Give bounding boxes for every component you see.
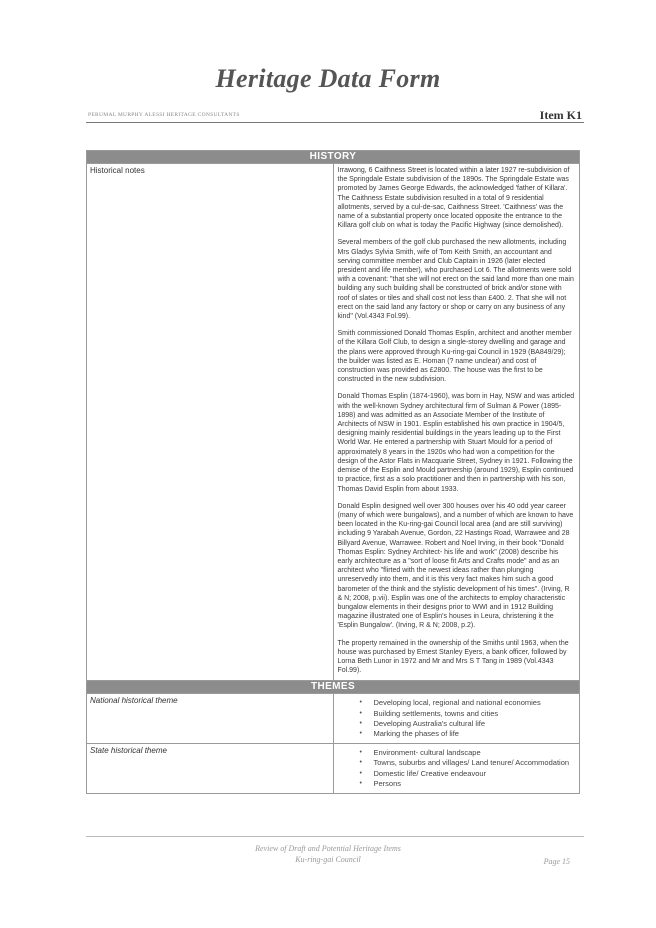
bullet-icon: •: [359, 699, 362, 707]
theme-text: Domestic life/ Creative endeavour: [373, 768, 487, 778]
theme-text: Towns, suburbs and villages/ Land tenure/ Accommodation: [373, 758, 570, 768]
history-paragraph: Donald Esplin designed well over 300 houses over his 40 odd year career (many of which were bungalows), and a number of which are known to have been located in the Ku-ring-gai Council local area (and are still surviving) including 9 Yarabah Avenue, Gordon, 22 Hastings Road, Warrawee and 28 Billyard Avenue, Warrawee. Robert and Noel Irving, in their book "Donald Thomas Esplin: Sydney Architect- his life and work" (2008) describe his early architecture as a "sort of loose fit Arts and Crafts mode" and as an architect who "flirted with the newest ideas rather than plunging unreservedly into them, and it is this very fact makes him such a good barometer of the think and the stylistic development of his times". (Irving, R & N; 2008, p.vii). Esplin was one of the architects to employ characteristic bungalow elements in their designs prior to WWI and in 1912 Building magazine illustrated one of Esplin's houses in Leura, christening it the 'Esplin Bungalow'. (Irving, R & N; 2008, p.2).: [337, 502, 574, 630]
historical-notes-row: [87, 164, 580, 681]
themes-section-header: THEMES: [87, 681, 580, 694]
footer-council-name: Ku-ring-gai Council: [295, 855, 361, 864]
state-theme-row: [87, 744, 580, 794]
document-title: Heritage Data Form: [215, 64, 441, 93]
theme-text: Marking the phases of life: [373, 728, 459, 738]
bullet-icon: •: [359, 749, 362, 757]
theme-text: Developing Australia's cultural life: [373, 718, 485, 728]
state-theme-list: [338, 746, 576, 791]
history-paragraph: Donald Thomas Esplin (1874-1960), was born in Hay, NSW and was articled with the well-known Sydney architectural firm of Sulman & Power (1895-1898) and was admitted as an Associate Member of the Institute of Architects of NSW in 1901. Esplin established his own practice in 1904/5, designing mainly residential buildings in the years leading up to the First World War. He entered a partnership with Stuart Mould for a period of approximately 8 years in the 1920s who had won a competition for the design of the Astor Flats in Macquarie Street, Sydney in 1921. Following the demise of the Esplin and Mould partnership (around 1929), Esplin continued to practice, first as a solo practitioner and then in partnership with his son, Thomas David Esplin from about 1933.: [337, 393, 575, 493]
footer-report-title: Review of Draft and Potential Heritage Items: [255, 844, 401, 853]
list-item: [360, 758, 576, 768]
firm-name: PERUMAL MURPHY ALESSI HERITAGE CONSULTANTS: [88, 112, 240, 118]
theme-text: Building settlements, towns and cities: [373, 708, 499, 718]
bullet-icon: •: [359, 729, 362, 737]
national-theme-label: National historical theme: [87, 694, 334, 744]
list-item: [360, 729, 576, 739]
list-item: [360, 698, 576, 708]
historical-notes-content: [333, 164, 580, 681]
list-item: [360, 779, 576, 789]
historical-notes-label: Historical notes: [87, 164, 334, 681]
bullet-icon: •: [359, 779, 362, 787]
history-section-header: HISTORY: [87, 151, 580, 164]
heritage-form-table: [86, 150, 580, 794]
list-item: [360, 748, 576, 758]
page-number: Page 15: [543, 857, 570, 866]
item-reference: Item K1: [539, 108, 582, 122]
bullet-icon: •: [359, 759, 362, 767]
footer-divider: [86, 836, 584, 837]
theme-text: Persons: [373, 778, 402, 788]
bullet-icon: •: [359, 719, 362, 727]
national-theme-content: [333, 694, 580, 744]
history-paragraph: The property remained in the ownership of the Smiths until 1963, when the house was purchased by Ernest Stanley Eyers, a bank officer, followed by Lorna Beth Lunor in 1972 and Mr and Mrs S T Tang in 1989 (Vol.4343 Fol.99).: [337, 639, 569, 675]
history-paragraph: Irrawong, 6 Caithness Street is located within a later 1927 re-subdivision of the Springdale Estate subdivision of the 1890s. The Springdale Estate was promoted by James George Edwards, the acknowledged 'father of Killara'. The Caithness Estate subdivision resulted in a total of 9 residential allotments, served by a cul-de-sac, Caithness Street. 'Caithness' was the name of a substantial property once located opposite the entrance to the Killara golf club on what is today the Pacific Highway (since demolished).: [337, 167, 570, 230]
state-theme-content: [333, 744, 580, 794]
header-divider: [86, 122, 584, 123]
list-item: [360, 719, 576, 729]
bullet-icon: •: [359, 769, 362, 777]
list-item: [360, 769, 576, 779]
national-theme-list: [338, 696, 576, 741]
history-paragraph: Several members of the golf club purchased the new allotments, including Mrs Gladys Sylvia Smith, wife of Tom Keith Smith, an accountant and serving committee member and Club Captain in 1926 (later elected president and life member), who purchased Lot 6. The allotments were sold with a covenant: "that she will not erect on the said land more than one main building any such building shall be constructed of brick and/or stone with roof of slates or tiles and shall cost not less than £400. 2. That she will not erect on the said land any factory or shop or carry on any business of any kind" (Vol.4343 Fol.99).: [337, 239, 574, 321]
list-item: [360, 709, 576, 719]
theme-text: Developing local, regional and national economies: [373, 698, 541, 708]
state-theme-label: State historical theme: [87, 744, 334, 794]
theme-text: Environment- cultural landscape: [373, 748, 481, 758]
history-paragraph: Smith commissioned Donald Thomas Esplin, architect and another member of the Killara Golf Club, to design a single-storey dwelling and garage and the plans were approved through Ku-ring-gai Council in 1929 (BA849/29); the builder was listed as E. Homan (? name unclear) and cost of construction was provided as £2800. The house was the first to be constructed in the new subdivision.: [337, 330, 572, 384]
national-theme-row: [87, 694, 580, 744]
bullet-icon: •: [359, 709, 362, 717]
